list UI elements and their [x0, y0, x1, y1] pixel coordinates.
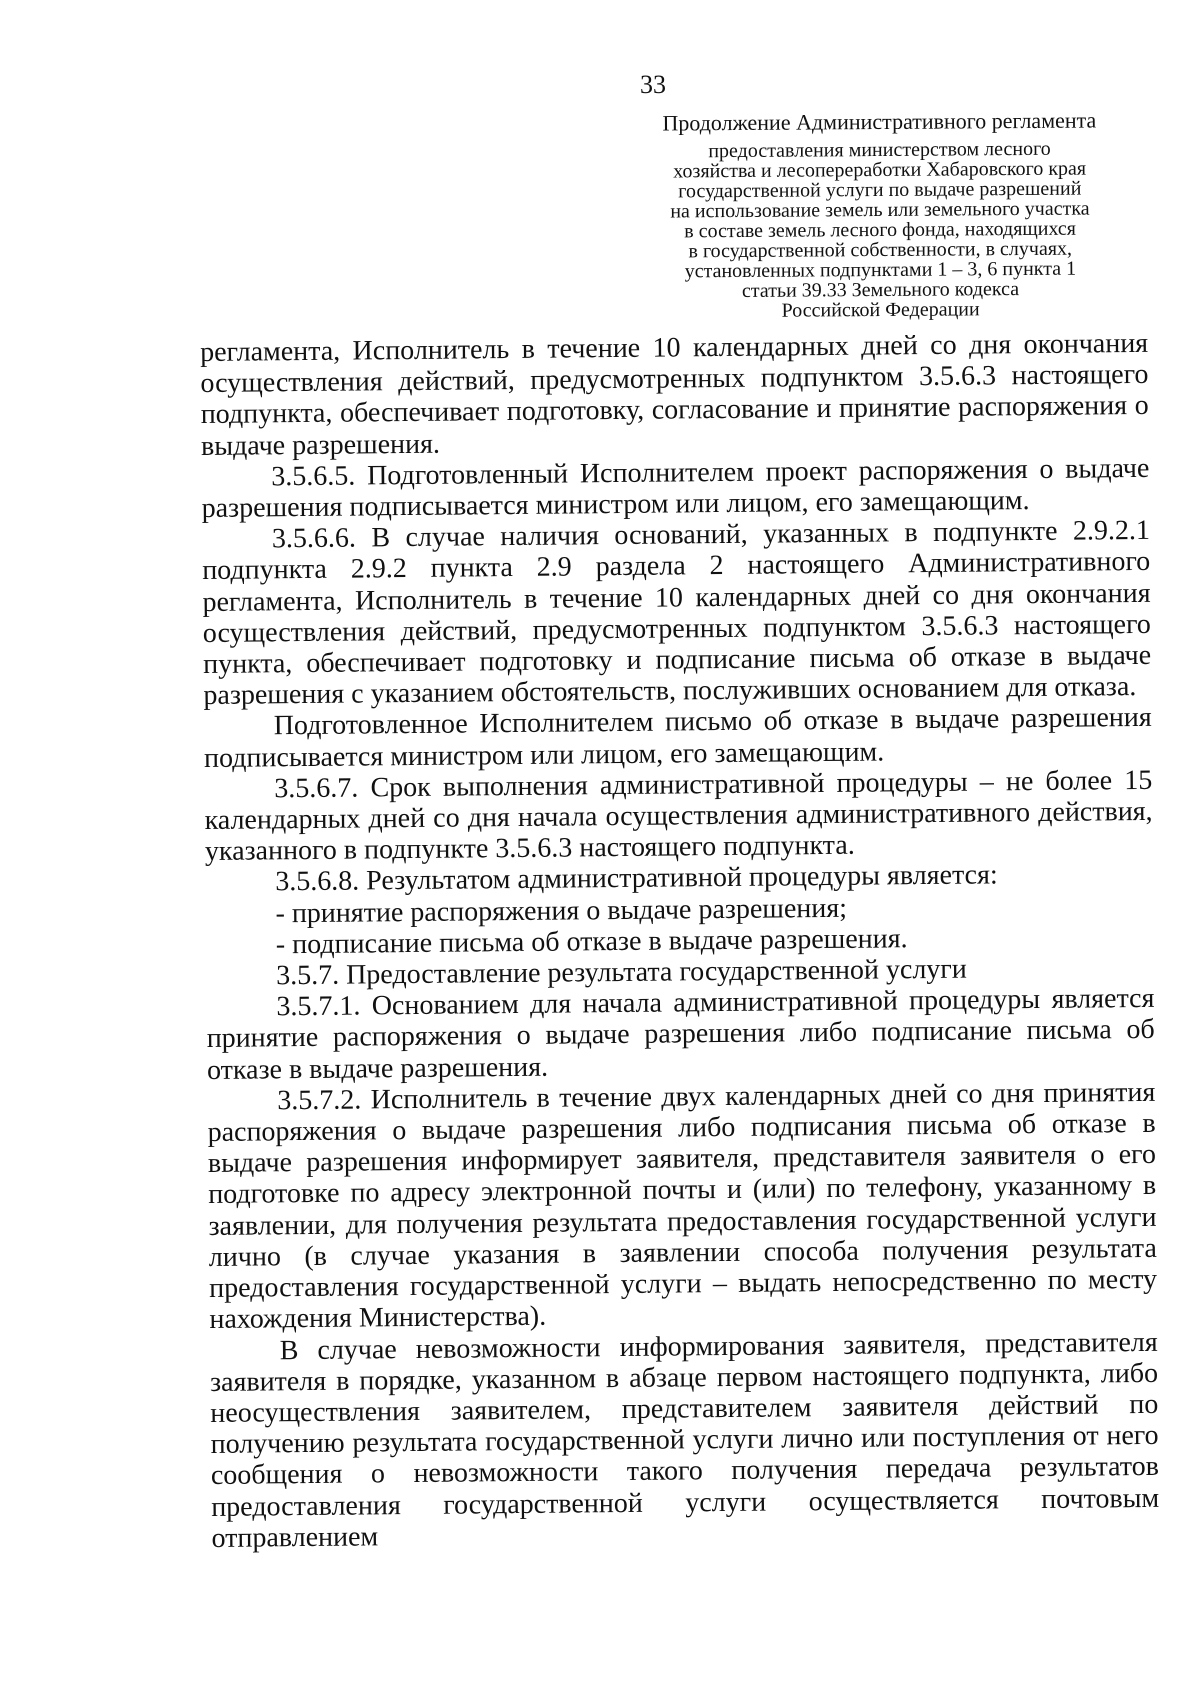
header-line: в составе земель лесного фонда, находящихся	[684, 217, 1077, 243]
header-line: в государственной собственности, в случаях,	[688, 237, 1073, 263]
header-line: на использование земель или земельного участка	[670, 197, 1090, 223]
header-line: предоставления министерством лесного	[708, 137, 1051, 163]
header-line: государственной услуги по выдаче разрешений	[678, 177, 1082, 203]
header-line: Российской Федерации	[781, 298, 980, 322]
paragraph-3-5-7-2: 3.5.7.2. Исполнитель в течение двух календарных дней со дня принятия распоряжения о выдаче разрешения либо подписания письма об отказе в выдаче разрешения информирует заявителя, представителя заявителя о его подготовке по адресу электронной почты и (или) по телефону, указанному в заявлении, для получения результата предоставления государственной услуги лично (в случае указания в заявлении способа получения результата предоставления государственной услуги – выдать непосредственно по месту нахождения Министерства).	[207, 1076, 1158, 1336]
section-heading-3-5-7: 3.5.7. Предоставление результата государственной услуги	[275, 953, 967, 992]
paragraph-postal-delivery: В случае невозможности информирования заявителя, представителя заявителя в порядке, указанном в абзаце первом настоящего подпункта, либо неосуществления заявителем, представителем заявителя действий по получению результата государственной услуги лично или поступления от него сообщения о невозможности такого получения передача результатов предоставления государственной услуги осуществляется почтовым отправлением	[209, 1326, 1160, 1554]
list-item: - принятие распоряжения о выдаче разрешения;	[275, 892, 848, 929]
paragraph-3-5-7-1: 3.5.7.1. Основанием для начала административной процедуры является принятие распоряжения о выдаче разрешения либо подписание письма об отказе в выдаче разрешения.	[206, 983, 1155, 1086]
paragraph-3-5-6-6: 3.5.6.6. В случае наличия оснований, указанных в подпункте 2.9.2.1 подпункта 2.9.2 пункта 2.9 раздела 2 настоящего Административного регламента, Исполнитель в течение 10 календарных дней со дня окончания осуществления действий, предусмотренных подпунктом 3.5.6.3 настоящего пункта, обеспечивает подготовку и подписание письма об отказе в выдаче разрешения с указанием обстоятельств, послуживших основанием для отказа.	[202, 515, 1152, 712]
header-line: установленных подпунктами 1 – 3, 6 пункта 1	[684, 257, 1077, 283]
header-line: Продолжение Административного регламента	[662, 107, 1097, 136]
paragraph-3-5-6-7: 3.5.6.7. Срок выполнения административной процедуры – не более 15 календарных дней со дня начала осуществления административного действия, указанного в подпункте 3.5.6.3 настоящего подпункта.	[204, 764, 1153, 868]
document-body	[200, 328, 1160, 1554]
page-number: 33	[640, 70, 666, 99]
paragraph-3-5-6-8: 3.5.6.8. Результатом административной процедуры является:	[275, 859, 998, 898]
document-header	[609, 107, 1150, 322]
paragraph-continuation: регламента, Исполнитель в течение 10 календарных дней со дня окончания осуществления действий, предусмотренных подпунктом 3.5.6.3 настоящего подпункта, обеспечивает подготовку, согласование и принятие распоряжения о выдаче разрешения.	[200, 327, 1149, 462]
paragraph-3-5-6-5: 3.5.6.5. Подготовленный Исполнителем проект распоряжения о выдаче разрешения подписывается министром или лицом, его замещающим.	[201, 452, 1150, 525]
header-line: статьи 39.33 Земельного кодекса	[741, 278, 1020, 302]
header-line: хозяйства и лесопереработки Хабаровского края	[673, 157, 1087, 183]
paragraph-refusal-letter: Подготовленное Исполнителем письмо об отказе в выдаче разрешения подписывается министром или лицом, его замещающим.	[203, 702, 1152, 774]
list-item: - подписание письма об отказе в выдаче разрешения.	[275, 923, 908, 961]
